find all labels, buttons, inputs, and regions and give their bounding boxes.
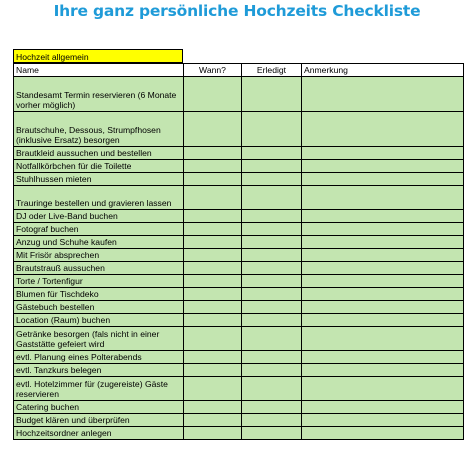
- task-name-cell[interactable]: Mit Frisör absprechen: [14, 249, 184, 262]
- anmerkung-cell[interactable]: [302, 186, 464, 210]
- wann-cell[interactable]: [184, 414, 242, 427]
- anmerkung-cell[interactable]: [302, 427, 464, 440]
- wann-cell[interactable]: [184, 275, 242, 288]
- erledigt-cell[interactable]: [242, 210, 302, 223]
- checklist-table: [13, 63, 464, 440]
- table-row: [14, 364, 464, 377]
- wann-cell[interactable]: [184, 236, 242, 249]
- table-row: [14, 147, 464, 160]
- task-name-cell[interactable]: Stuhlhussen mieten: [14, 173, 184, 186]
- anmerkung-cell[interactable]: [302, 288, 464, 301]
- erledigt-cell[interactable]: [242, 364, 302, 377]
- header-row: [14, 64, 464, 77]
- erledigt-cell[interactable]: [242, 377, 302, 401]
- wann-cell[interactable]: [184, 186, 242, 210]
- task-name-cell[interactable]: DJ oder Live-Band buchen: [14, 210, 184, 223]
- task-name-cell[interactable]: Location (Raum) buchen: [14, 314, 184, 327]
- task-name-cell[interactable]: Brautkleid aussuchen und bestellen: [14, 147, 184, 160]
- erledigt-cell[interactable]: [242, 173, 302, 186]
- task-name-cell[interactable]: Anzug und Schuhe kaufen: [14, 236, 184, 249]
- anmerkung-cell[interactable]: [302, 160, 464, 173]
- table-row: [14, 401, 464, 414]
- table-row: [14, 427, 464, 440]
- wann-cell[interactable]: [184, 351, 242, 364]
- wann-cell[interactable]: [184, 288, 242, 301]
- task-name-cell[interactable]: evtl. Hotelzimmer für (zugereiste) Gäste reservieren: [14, 377, 184, 401]
- wann-cell[interactable]: [184, 314, 242, 327]
- wann-cell[interactable]: [184, 427, 242, 440]
- anmerkung-cell[interactable]: [302, 173, 464, 186]
- erledigt-cell[interactable]: [242, 112, 302, 147]
- table-row: [14, 314, 464, 327]
- task-name-cell[interactable]: Fotograf buchen: [14, 223, 184, 236]
- erledigt-cell[interactable]: [242, 301, 302, 314]
- erledigt-cell[interactable]: [242, 401, 302, 414]
- checklist-sheet: [13, 49, 463, 440]
- task-name-cell[interactable]: Brautstrauß aussuchen: [14, 262, 184, 275]
- anmerkung-cell[interactable]: [302, 112, 464, 147]
- anmerkung-cell[interactable]: [302, 301, 464, 314]
- anmerkung-cell[interactable]: [302, 314, 464, 327]
- task-name-cell[interactable]: Trauringe bestellen und gravieren lassen: [14, 186, 184, 210]
- wann-cell[interactable]: [184, 327, 242, 351]
- column-header-anmerkung[interactable]: Anmerkung: [302, 64, 464, 77]
- erledigt-cell[interactable]: [242, 223, 302, 236]
- wann-cell[interactable]: [184, 364, 242, 377]
- table-row: [14, 112, 464, 147]
- table-row: [14, 262, 464, 275]
- table-row: [14, 301, 464, 314]
- task-name-cell[interactable]: Catering buchen: [14, 401, 184, 414]
- anmerkung-cell[interactable]: [302, 401, 464, 414]
- table-row: [14, 327, 464, 351]
- table-row: [14, 414, 464, 427]
- erledigt-cell[interactable]: [242, 288, 302, 301]
- anmerkung-cell[interactable]: [302, 147, 464, 160]
- table-row: [14, 351, 464, 364]
- wann-cell[interactable]: [184, 112, 242, 147]
- task-name-cell[interactable]: Budget klären und überprüfen: [14, 414, 184, 427]
- anmerkung-cell[interactable]: [302, 414, 464, 427]
- task-name-cell[interactable]: Torte / Tortenfigur: [14, 275, 184, 288]
- column-header-wann[interactable]: Wann?: [184, 64, 242, 77]
- table-row: [14, 249, 464, 262]
- anmerkung-cell[interactable]: [302, 210, 464, 223]
- table-row: [14, 288, 464, 301]
- anmerkung-cell[interactable]: [302, 364, 464, 377]
- anmerkung-cell[interactable]: [302, 351, 464, 364]
- task-name-cell[interactable]: Getränke besorgen (fals nicht in einer Gaststätte gefeiert wird: [14, 327, 184, 351]
- task-name-cell[interactable]: evtl. Planung eines Polterabends: [14, 351, 184, 364]
- task-name-cell[interactable]: Hochzeitsordner anlegen: [14, 427, 184, 440]
- erledigt-cell[interactable]: [242, 249, 302, 262]
- erledigt-cell[interactable]: [242, 77, 302, 112]
- anmerkung-cell[interactable]: [302, 249, 464, 262]
- wann-cell[interactable]: [184, 249, 242, 262]
- table-row: [14, 173, 464, 186]
- task-name-cell[interactable]: evtl. Tanzkurs belegen: [14, 364, 184, 377]
- anmerkung-cell[interactable]: [302, 275, 464, 288]
- wann-cell[interactable]: [184, 173, 242, 186]
- erledigt-cell[interactable]: [242, 275, 302, 288]
- table-row: [14, 236, 464, 249]
- task-name-cell[interactable]: Brautschuhe, Dessous, Strumpfhosen (inklusive Ersatz) besorgen: [14, 112, 184, 147]
- wann-cell[interactable]: [184, 301, 242, 314]
- erledigt-cell[interactable]: [242, 236, 302, 249]
- column-header-erledigt[interactable]: Erledigt: [242, 64, 302, 77]
- wann-cell[interactable]: [184, 223, 242, 236]
- erledigt-cell[interactable]: [242, 414, 302, 427]
- erledigt-cell[interactable]: [242, 160, 302, 173]
- wann-cell[interactable]: [184, 401, 242, 414]
- table-row: [14, 223, 464, 236]
- wann-cell[interactable]: [184, 262, 242, 275]
- wann-cell[interactable]: [184, 210, 242, 223]
- table-row: [14, 275, 464, 288]
- anmerkung-cell[interactable]: [302, 262, 464, 275]
- anmerkung-cell[interactable]: [302, 236, 464, 249]
- table-row: [14, 377, 464, 401]
- wann-cell[interactable]: [184, 377, 242, 401]
- erledigt-cell[interactable]: [242, 427, 302, 440]
- anmerkung-cell[interactable]: [302, 327, 464, 351]
- table-row: [14, 77, 464, 112]
- erledigt-cell[interactable]: [242, 351, 302, 364]
- section-header-hochzeit-allgemein[interactable]: Hochzeit allgemein: [13, 49, 183, 63]
- erledigt-cell[interactable]: [242, 186, 302, 210]
- task-name-cell[interactable]: Notfallkörbchen für die Toilette: [14, 160, 184, 173]
- table-row: [14, 160, 464, 173]
- anmerkung-cell[interactable]: [302, 377, 464, 401]
- page-title: Ihre ganz persönliche Hochzeits Checkliste: [53, 2, 421, 20]
- table-row: [14, 186, 464, 210]
- wann-cell[interactable]: [184, 147, 242, 160]
- anmerkung-cell[interactable]: [302, 223, 464, 236]
- wann-cell[interactable]: [184, 77, 242, 112]
- column-header-name[interactable]: Name: [14, 64, 184, 77]
- table-row: [14, 210, 464, 223]
- task-name-cell[interactable]: Standesamt Termin reservieren (6 Monate vorher möglich): [14, 77, 184, 112]
- erledigt-cell[interactable]: [242, 262, 302, 275]
- anmerkung-cell[interactable]: [302, 77, 464, 112]
- erledigt-cell[interactable]: [242, 327, 302, 351]
- wann-cell[interactable]: [184, 160, 242, 173]
- task-name-cell[interactable]: Blumen für Tischdeko: [14, 288, 184, 301]
- erledigt-cell[interactable]: [242, 147, 302, 160]
- task-name-cell[interactable]: Gästebuch bestellen: [14, 301, 184, 314]
- erledigt-cell[interactable]: [242, 314, 302, 327]
